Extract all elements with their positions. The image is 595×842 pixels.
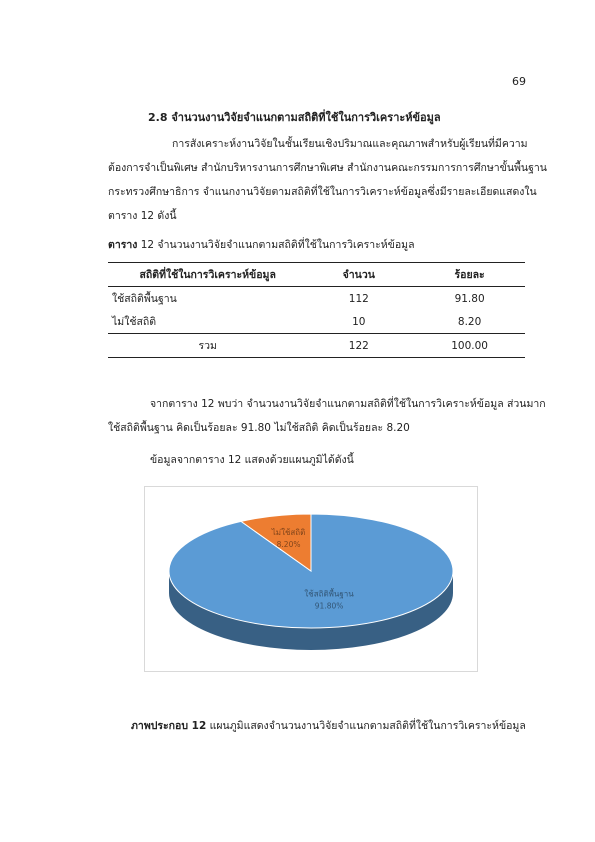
header-count: จำนวน bbox=[342, 269, 375, 281]
pie-percent-label: 91.80% bbox=[314, 601, 344, 611]
analysis-line-2: ใช้สถิติพื้นฐาน คิดเป็นร้อยละ 91.80 ไม่ใช้สถิติ คิดเป็นร้อยละ 8.20 bbox=[108, 422, 410, 434]
table-row bbox=[108, 287, 525, 311]
pie-percent-label: 8.20% bbox=[276, 539, 301, 549]
intro-line-4: ตาราง 12 ดังนี้ bbox=[108, 210, 177, 222]
row-percent: 8.20 bbox=[457, 315, 482, 328]
intro-line-1: การสังเคราะห์งานวิจัยในชั้นเรียนเชิงปริมาณและคุณภาพสำหรับผู้เรียนที่มีความ bbox=[172, 138, 528, 150]
header-statistic: สถิติที่ใช้ในการวิเคราะห์ข้อมูล bbox=[139, 269, 276, 281]
figure-caption bbox=[131, 717, 526, 734]
pie-chart bbox=[145, 487, 477, 671]
table-caption bbox=[108, 236, 415, 253]
total-percent: 100.00 bbox=[451, 339, 488, 352]
header-percent: ร้อยละ bbox=[454, 269, 485, 281]
intro-line-3: กระทรวงศึกษาธิการ จำแนกงานวิจัยตามสถิติที่ใช้ในการวิเคราะห์ข้อมูลซึ่งมีรายละเอียดแสดงใน bbox=[108, 186, 537, 198]
table-row bbox=[108, 310, 525, 334]
figure-caption-label: ภาพประกอบ 12 bbox=[131, 720, 207, 732]
pie-category-label: ไม่ใช้สถิติ bbox=[271, 527, 306, 537]
table-caption-label: ตาราง bbox=[108, 239, 138, 251]
total-label: รวม bbox=[198, 340, 217, 352]
pie-category-label: ใช้สถิติพื้นฐาน bbox=[304, 589, 354, 599]
analysis-line-1: จากตาราง 12 พบว่า จำนวนงานวิจัยจำแนกตามสถิติที่ใช้ในการวิเคราะห์ข้อมูล ส่วนมาก bbox=[150, 398, 546, 410]
section-heading: 2.8 จำนวนงานวิจัยจำแนกตามสถิติที่ใช้ในการวิเคราะห์ข้อมูล bbox=[148, 111, 441, 124]
page-number: 69 bbox=[512, 75, 526, 88]
chart-frame bbox=[144, 486, 478, 672]
row-label: ไม่ใช้สถิติ bbox=[112, 316, 157, 328]
table-total-row bbox=[108, 334, 525, 358]
row-label: ใช้สถิติพื้นฐาน bbox=[112, 293, 177, 305]
figure-caption-text: แผนภูมิแสดงจำนวนงานวิจัยจำแนกตามสถิติที่ใช้ในการวิเคราะห์ข้อมูล bbox=[209, 720, 526, 732]
total-count: 122 bbox=[348, 339, 369, 352]
row-count: 10 bbox=[352, 315, 366, 328]
row-percent: 91.80 bbox=[454, 292, 485, 305]
table-caption-text: 12 จำนวนงานวิจัยจำแนกตามสถิติที่ใช้ในการวิเคราะห์ข้อมูล bbox=[140, 239, 415, 251]
intro-line-2: ต้องการจำเป็นพิเศษ สำนักบริหารงานการศึกษาพิเศษ สำนักงานคณะกรรมการการศึกษาขั้นพื้นฐาน bbox=[108, 162, 547, 174]
row-count: 112 bbox=[348, 292, 369, 305]
chart-intro: ข้อมูลจากตาราง 12 แสดงด้วยแผนภูมิได้ดังนี้ bbox=[150, 454, 354, 466]
data-table bbox=[108, 262, 525, 358]
table-header-row bbox=[108, 263, 525, 287]
